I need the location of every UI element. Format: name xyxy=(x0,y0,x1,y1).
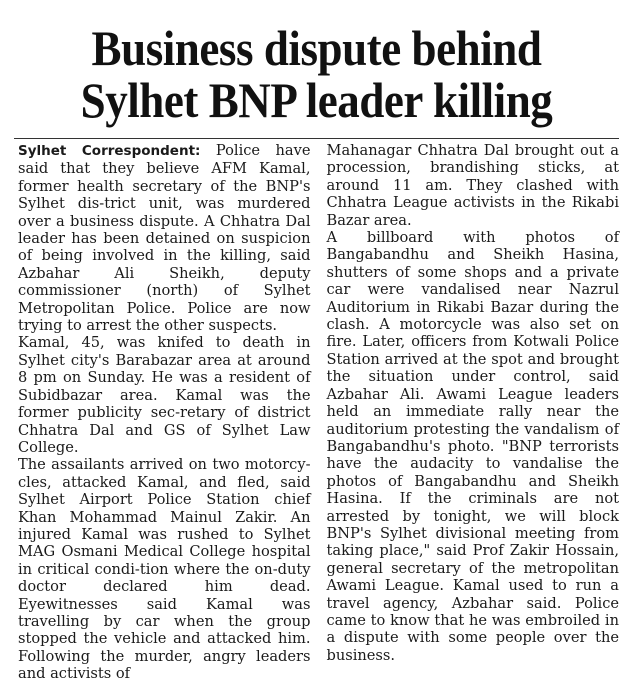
headline xyxy=(42,0,590,126)
article-paragraph: The assailants arrived on two motorcy-cles, attacked Kamal, and fled, said Sylhet Airport Police Station chief Khan Mohammad Mainul Zakir. An injured Kamal was rushed to Sylhet MAG Osmani Medical College hospital in critical condi-tion where the on-duty doctor declared him dead. Eyewitnesses said Kamal was travelling by car when the group stopped the vehicle and attacked him. Following the murder, angry leaders and activists of xyxy=(18,456,311,683)
article-column-right xyxy=(327,142,620,683)
headline-line-1: Business dispute behind xyxy=(91,20,542,76)
article-paragraph: Mahanagar Chhatra Dal brought out a procession, brandishing sticks, at around 11 am. They clashed with Chhatra League activists in the Rikabi Bazar area. xyxy=(326,142,619,229)
paragraph-text: Police have said that they believe AFM Kamal, former health secretary of the BNP's Sylhet dis-trict unit, was murdered over a business dispute. A Chhatra Dal leader has been detained on suspicion of being involved in the killing, said Azbahar Ali Sheikh, deputy commissioner (north) of Sylhet Metropolitan Police. Police are now trying to arrest the other suspects. xyxy=(18,142,311,335)
article-paragraph xyxy=(18,142,311,334)
article-column-left xyxy=(18,142,311,683)
headline-line-2: Sylhet BNP leader killing xyxy=(80,72,553,128)
article-paragraph: A billboard with photos of Bangabandhu and Sheikh Hasina, shutters of some shops and a private car were vandalised near Nazrul Auditorium in Rikabi Bazar during the clash. A motorcycle was also set on fire. Later, officers from Kotwali Police Station arrived at the spot and brought the situation under control, said Azbahar Ali. Awami League leaders held an immediate rally near the auditorium protesting the vandalism of Bangabandhu's photo. "BNP terrorists have the audacity to vandalise the photos of Bangabandhu and Sheikh Hasina. If the criminals are not arrested by tonight, we will block BNP's Sylhet divisional meeting from taking place," said Prof Zakir Hossain, general secretary of the metropolitan Awami League. Kamal used to run a travel agency, Azbahar said. Police came to know that he was embroiled in a dispute with some people over the business. xyxy=(326,229,619,664)
byline: Sylhet Correspondent: xyxy=(18,143,201,159)
headline-divider xyxy=(14,138,619,139)
article-paragraph: Kamal, 45, was knifed to death in Sylhet city's Barabazar area at around 8 pm on Sunday. He was a resident of Subidbazar area. Kamal was the former publicity sec-retary of district Chhatra Dal and GS of Sylhet Law College. xyxy=(18,334,311,456)
article-body xyxy=(18,142,619,683)
